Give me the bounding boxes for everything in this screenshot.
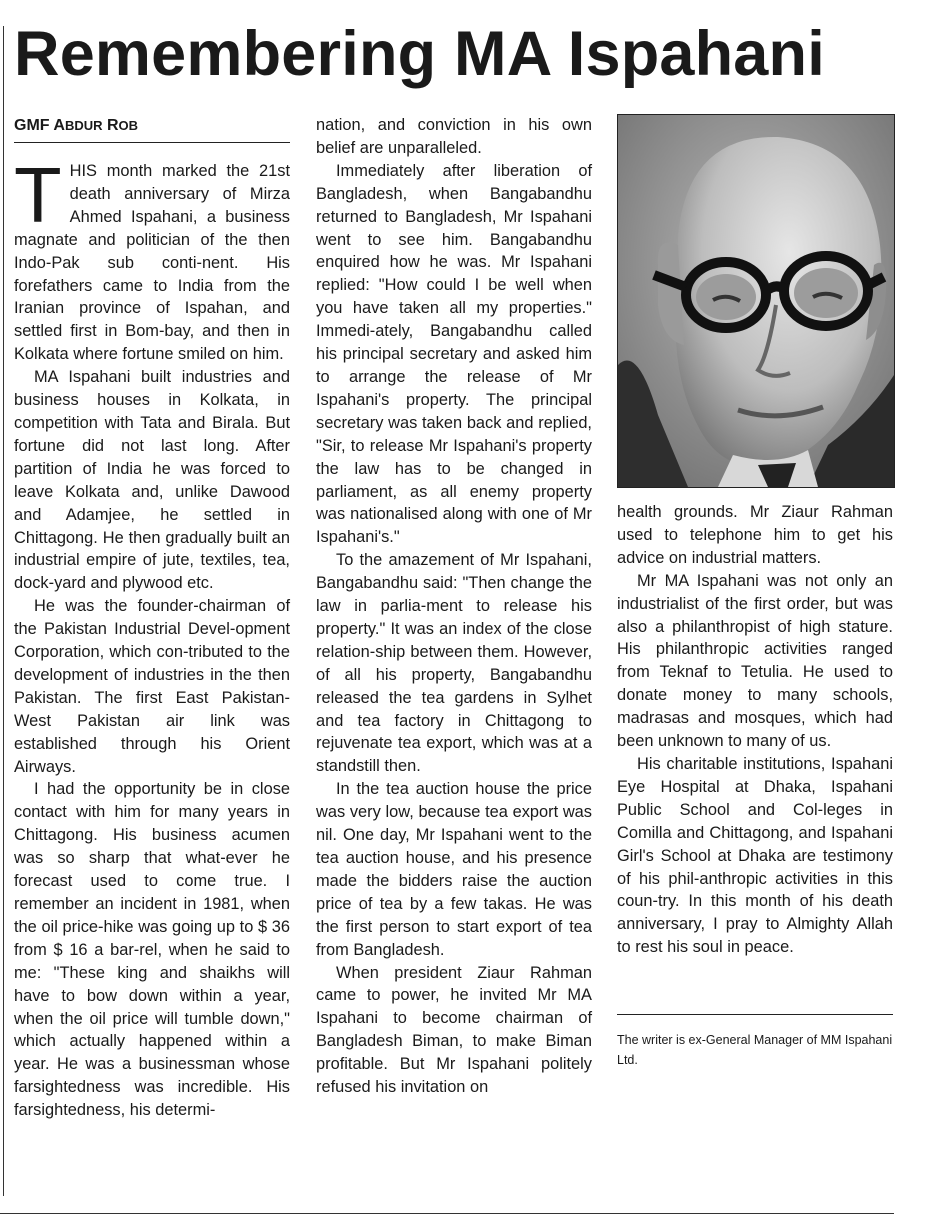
paragraph: His charitable institutions, Ispahani Eye Hospital at Dhaka, Ispahani Public School and Col-leges in Comilla and Chittagong, and Ispahani Girl's School at Dhaka are testimony of his phil-anthropic activities in this coun-try. In this month of his death anniversary, I pray to Almighty Allah to rest his soul in peace. <box>617 754 893 957</box>
paragraph: He was the founder-chairman of the Pakistan Industrial Devel-opment Corporation, which con-tributed to the development of industries in the then Pakistan. The first East Pakistan- West Pakistan air link was established through his Orient Airways. <box>14 597 290 776</box>
byline-cap-r: R <box>106 117 119 134</box>
article-headline: Remembering MA Ispahani <box>14 19 825 89</box>
portrait-illustration <box>618 115 894 487</box>
paragraph <box>14 151 290 366</box>
byline-smallcaps-bdur: BDUR <box>64 118 103 133</box>
article-column-3 <box>617 501 893 959</box>
paragraph: Immediately after liberation of Bangladesh, when Bangabandhu returned to Bangladesh, Mr Ispahani went to see him. Bangabandhu enquired how he was. Mr Ispahani replied: "How could I be well when you have taken all my properties." Immedi-ately, Bangabandhu called his principal secretary and asked him to arrange the release of Mr Ispahani's property. The principal secretary was taken back and replied, "Sir, to release Mr Ispahani's property the law has to be changed in parliament, as all enemy property was nationalised along with one of Mr Ispahani's." <box>316 161 592 547</box>
paragraph: In the tea auction house the price was very low, because tea export was nil. One day, Mr Ispahani went to the tea auction house, and his presence made the bidders raise the auction price of tea by a few takas. He was the first person to start export of tea from Bangladesh. <box>316 780 592 959</box>
byline-initials: GMF <box>14 117 54 134</box>
portrait-photo <box>617 114 895 488</box>
byline-cap-a: A <box>53 117 65 134</box>
article-column-1 <box>14 151 290 1122</box>
paragraph: To the amazement of Mr Ispahani, Bangabandhu said: "Then change the law in parlia-ment to release his property." It was an index of the close relation-ship between them. However, of all his property, Bangabandhu released the tea gardens in Sylhet and tea factory in Chittagong to rejuvenate tea export, which was at a standstill then. <box>316 551 592 776</box>
paragraph: MA Ispahani built industries and business houses in Kolkata, in competition with Tata and Birala. But fortune did not last long. After partition of India he was forced to leave Kolkata and, unlike Dawood and Adamjee, he settled in Chittagong. He then gradually built an industrial empire of jute, textiles, tea, dock-yard and plywood etc. <box>14 368 290 593</box>
author-footnote: The writer is ex-General Manager of MM Ispahani Ltd. <box>617 1033 893 1067</box>
drop-cap: T <box>14 151 62 239</box>
byline-smallcaps-ob: OB <box>118 118 139 133</box>
bottom-rule <box>0 1213 894 1214</box>
author-byline <box>14 116 290 143</box>
footnote-divider <box>617 1014 893 1015</box>
paragraph: When president Ziaur Rahman came to power, he invited Mr MA Ispahani to become chairman of Bangladesh Biman, to make Biman profitable. But Mr Ispahani politely refused his invitation on <box>316 963 592 1097</box>
paragraph-text: HIS month marked the 21st death anniversary of Mirza Ahmed Ispahani, a business magnate and politician of the then Indo-Pak sub conti-nent. His forefathers came to India from the Iranian province of Ispahan, and settled first in Bom-bay, and then in Kolkata where fortune smiled on him. <box>14 162 290 364</box>
paragraph: Mr MA Ispahani was not only an industrialist of the first order, but was also a philanthropist of high stature. His philanthropic activities ranged from Teknaf to Tetulia. He used to donate money to many schools, madrasas and mosques, which had been unknown to many of us. <box>617 571 893 751</box>
left-column-rule <box>3 26 4 1196</box>
paragraph: I had the opportunity be in close contact with him for many years in Chittagong. His business acumen was so sharp that what-ever he forecast used to come true. I remember an incident in 1981, when the oil price-hike was going up to $ 36 from $ 16 a bar-rel, when he said to me: "These king and shaikhs will have to bow down within a year, when the oil price will tumble down," which actually happened within a year. He was a businessman whose farsightedness was incredible. His farsightedness, his determi- <box>14 780 290 1120</box>
paragraph: health grounds. Mr Ziaur Rahman used to telephone him to get his advice on industrial matters. <box>617 503 893 567</box>
article-column-2 <box>316 114 592 1099</box>
paragraph: nation, and conviction in his own belief are unparalleled. <box>316 116 592 157</box>
